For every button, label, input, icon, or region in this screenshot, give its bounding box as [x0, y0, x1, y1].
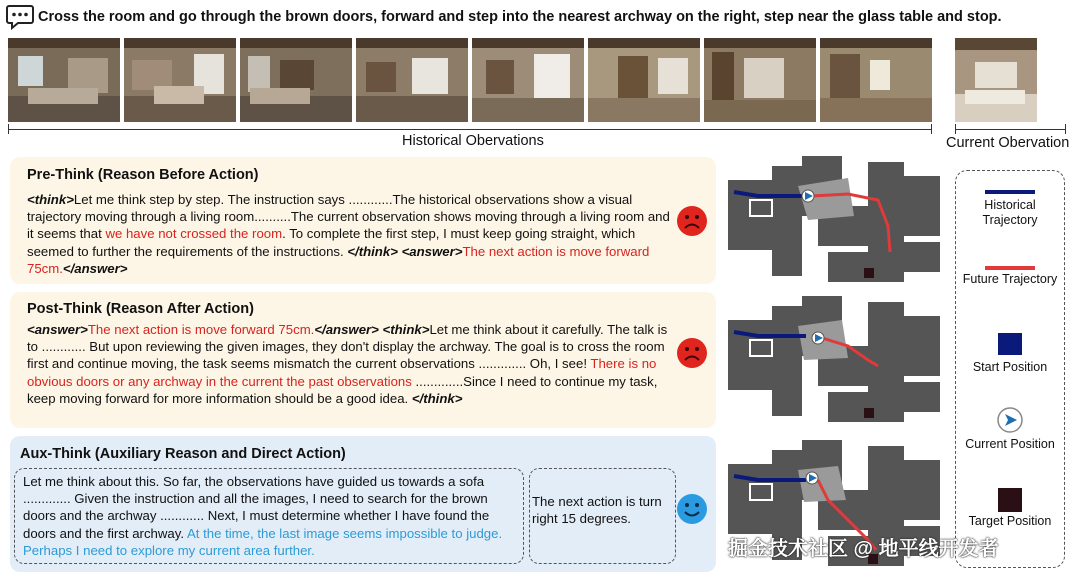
- historical-caption: Historical Obervations: [402, 133, 544, 149]
- trajectory-map-2: [728, 296, 944, 426]
- legend-target-swatch: [998, 488, 1022, 512]
- legend-future-swatch: [985, 266, 1035, 270]
- post-answer-close-tag: </answer>: [314, 322, 379, 337]
- history-bracket-right: [931, 124, 932, 134]
- pre-think-highlight: we have not crossed the room: [105, 226, 283, 242]
- post-think-highlight: There is no obvious doors or any archway in the current the past observations: [27, 356, 657, 389]
- history-frame-4: [356, 38, 468, 122]
- aux-highlight: At the time, the last image seems impossible to judge. Perhaps I need to explore my current area further.: [23, 525, 503, 558]
- post-think-panel: [10, 292, 716, 428]
- pre-think-body: [27, 191, 672, 277]
- aux-think-body: [23, 473, 521, 559]
- history-bracket: [8, 129, 932, 130]
- sad-face-icon: [676, 205, 708, 237]
- history-frame-5: [472, 38, 584, 122]
- aux-think-panel: [10, 436, 716, 572]
- history-frame-2: [124, 38, 236, 122]
- legend-historical-swatch: [985, 190, 1035, 194]
- legend-current-label: Current Position: [965, 437, 1055, 451]
- history-frame-8: [820, 38, 932, 122]
- instruction-text: Cross the room and go through the brown doors, forward and step into the nearest archway on the right, step near the glass table and stop.: [38, 9, 1002, 25]
- history-frame-3: [240, 38, 352, 122]
- sad-face-icon: [676, 337, 708, 369]
- aux-think-title: Aux-Think (Auxiliary Reason and Direct Action): [20, 446, 346, 462]
- aux-action-text: The next action is turn right 15 degrees.: [532, 494, 662, 527]
- post-think-open-tag: <think>: [382, 322, 430, 337]
- legend-historical-label: Historical Trajectory: [982, 198, 1038, 227]
- post-think-close-tag: </think>: [411, 390, 463, 406]
- history-frame-6: [588, 38, 700, 122]
- pre-answer-open-tag: <answer>: [401, 243, 463, 259]
- current-position-icon: [996, 406, 1024, 434]
- current-bracket-left: [955, 124, 956, 134]
- history-frame-1: [8, 38, 120, 122]
- post-think-body: [27, 321, 677, 407]
- happy-face-icon: [676, 493, 708, 525]
- pre-answer-close-tag: </answer>: [62, 260, 128, 276]
- watermark: 掘金技术社区 @ 地平线开发者: [728, 538, 999, 560]
- pre-think-reasoning: Let me think step by step. The instruction says ............The historical observations show a visual trajectory moving through a living room..........The current observation shows moving through a living room and it seems that: [27, 192, 670, 242]
- current-caption: Current Obervation: [946, 135, 1070, 151]
- trajectory-map-1: [728, 156, 944, 286]
- current-bracket: [955, 129, 1065, 130]
- pre-think-close-tag: </think>: [347, 243, 398, 259]
- legend-future-label: Future Trajectory: [962, 272, 1058, 286]
- current-frame: [955, 38, 1037, 122]
- pre-think-title: Pre-Think (Reason Before Action): [27, 167, 259, 183]
- instruction-row: [6, 4, 1080, 30]
- post-think-reasoning: Let me think about it carefully. The talk is to ............ But upon reviewing the given images, they don't display the archway. The goal is to cross the room first and continue moving, the task seems mismatch the current observations ............. Oh, I see!: [27, 322, 668, 372]
- legend-start-label: Start Position: [972, 360, 1048, 374]
- pre-think-panel: [10, 157, 716, 284]
- post-answer-open-tag: <answer>: [27, 322, 88, 337]
- post-answer-text: The next action is move forward 75cm.: [87, 322, 315, 337]
- history-frame-7: [704, 38, 816, 122]
- pre-answer-text: The next action is move forward 75cm.: [27, 243, 650, 276]
- pre-think-open-tag: <think>: [27, 192, 74, 207]
- history-bracket-left: [8, 124, 9, 134]
- post-think-reasoning-cont: .............Since I need to continue my task, keep moving forward for more information should be a good idea.: [27, 373, 658, 406]
- current-bracket-right: [1065, 124, 1066, 134]
- post-think-title: Post-Think (Reason After Action): [27, 301, 254, 317]
- pre-think-reasoning-cont: . To complete the first step, I must keep going straight, which seemed to further the requirements of the instructions.: [27, 226, 636, 259]
- legend-target-label: Target Position: [968, 514, 1052, 528]
- chat-icon: [6, 4, 34, 30]
- aux-reasoning: Let me think about this. So far, the observations have guided us towards a sofa ............. Given the instruction and all the images, I need to search for the brown doors and the archway ............ Next, I must determine whether I have found the doors and the first archway.: [23, 474, 490, 541]
- legend-start-swatch: [998, 333, 1022, 355]
